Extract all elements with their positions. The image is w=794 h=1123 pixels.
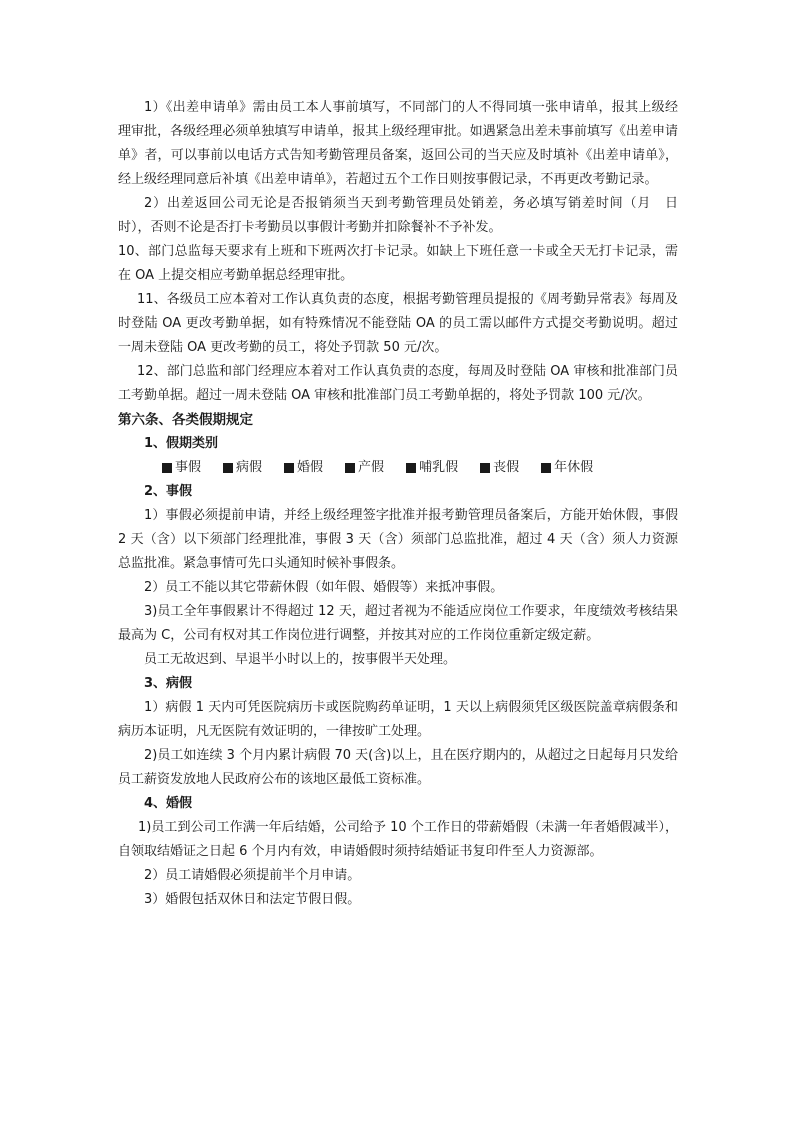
- marriage-leave-p1: 1)员工到公司工作满一年后结婚，公司给予 10 个工作日的带薪婚假（未满一年者婚假减半），自领取结婚证之日起 6 个月内有效，申请婚假时须持结婚证书复印件至人力资源部。: [118, 820, 678, 859]
- leave-type-item: [284, 456, 323, 480]
- black-square-icon: [541, 463, 551, 473]
- personal-leave-p2: 2）员工不能以其它带薪休假（如年假、婚假等）来抵冲事假。: [144, 580, 504, 595]
- leave-types-list: [118, 456, 678, 480]
- leave-type-item: [541, 456, 593, 480]
- leave-type-item: [223, 456, 262, 480]
- marriage-leave-heading: 4、婚假: [144, 796, 193, 811]
- black-square-icon: [480, 463, 490, 473]
- sick-leave-p1: 1）病假 1 天内可凭医院病历卡或医院购药单证明，1 天以上病假须凭区级医院盖章病假条和病历本证明，凡无医院有效证明的，一律按旷工处理。: [118, 700, 678, 739]
- leave-type-item: [406, 456, 458, 480]
- section-title: 第六条、各类假期规定: [118, 412, 253, 428]
- leave-types-heading: 1、假期类别: [144, 436, 219, 451]
- personal-leave-p1: 1）事假必须提前申请，并经上级经理签字批准并报考勤管理员备案后，方能开始休假，事假 2 天（含）以下须部门经理批准，事假 3 天（含）须部门总监批准，超过 4 天（含）须人力资源总监批准。紧急事情可先口头通知时候补事假条。: [118, 508, 678, 571]
- black-square-icon: [162, 463, 172, 473]
- leave-type-item: [162, 456, 201, 480]
- paragraph-rule-11: 11、各级员工应本着对工作认真负责的态度，根据考勤管理员提报的《周考勤异常表》每周及时登陆 OA 更改考勤单据，如有特殊情况不能登陆 OA 的员工需以邮件方式提交考勤说明。超过一周未登陆 OA 更改考勤的员工，将处予罚款 50 元/次。: [118, 292, 678, 355]
- marriage-leave-p2: 2）员工请婚假必须提前半个月申请。: [144, 868, 361, 883]
- sick-leave-heading: 3、病假: [144, 676, 193, 691]
- sick-leave-p2: 2)员工如连续 3 个月内累计病假 70 天(含)以上，且在医疗期内的，从超过之日起每月只发给员工薪资发放地人民政府公布的该地区最低工资标准。: [118, 748, 678, 787]
- leave-type-item: [480, 456, 519, 480]
- leave-type-label: 病假: [236, 460, 263, 475]
- black-square-icon: [284, 463, 294, 473]
- paragraph-travel-form: 1）《出差申请单》需由员工本人事前填写，不同部门的人不得同填一张申请单，报其上级经理审批，各级经理必须单独填写申请单，报其上级经理审批。如遇紧急出差未事前填写《出差申请单》者，可以事前以电话方式告知考勤管理员备案，返回公司的当天应及时填补《出差申请单》，经上级经理同意后补填《出差申请单》，若超过五个工作日则按事假记录，不再更改考勤记录。: [118, 100, 678, 187]
- black-square-icon: [406, 463, 416, 473]
- paragraph-rule-10: 10、部门总监每天要求有上班和下班两次打卡记录。如缺上下班任意一卡或全天无打卡记录，需在 OA 上提交相应考勤单据总经理审批。: [118, 244, 678, 283]
- leave-type-label: 丧假: [493, 460, 520, 475]
- marriage-leave-p3: 3）婚假包括双休日和法定节假日假。: [144, 892, 361, 907]
- black-square-icon: [223, 463, 233, 473]
- paragraph-travel-return: 2）出差返回公司无论是否报销须当天到考勤管理员处销差，务必填写销差时间（月 日 时），否则不论是否打卡考勤员以事假计考勤并扣除餐补不予补发。: [118, 196, 696, 235]
- leave-type-label: 哺乳假: [419, 460, 459, 475]
- black-square-icon: [345, 463, 355, 473]
- personal-leave-p4: 员工无故迟到、早退半小时以上的，按事假半天处理。: [144, 652, 457, 667]
- leave-type-label: 产假: [358, 460, 385, 475]
- leave-type-label: 年休假: [554, 460, 594, 475]
- paragraph-rule-12: 12、部门总监和部门经理应本着对工作认真负责的态度，每周及时登陆 OA 审核和批准部门员工考勤单据。超过一周未登陆 OA 审核和批准部门员工考勤单据的，将处予罚款 100 元/次。: [118, 364, 678, 403]
- document-body: [118, 96, 696, 912]
- personal-leave-heading: 2、事假: [144, 484, 193, 499]
- leave-type-label: 婚假: [297, 460, 324, 475]
- personal-leave-p3: 3)员工全年事假累计不得超过 12 天，超过者视为不能适应岗位工作要求，年度绩效考核结果最高为 C，公司有权对其工作岗位进行调整，并按其对应的工作岗位重新定级定薪。: [118, 604, 678, 643]
- leave-type-item: [345, 456, 384, 480]
- leave-type-label: 事假: [175, 460, 202, 475]
